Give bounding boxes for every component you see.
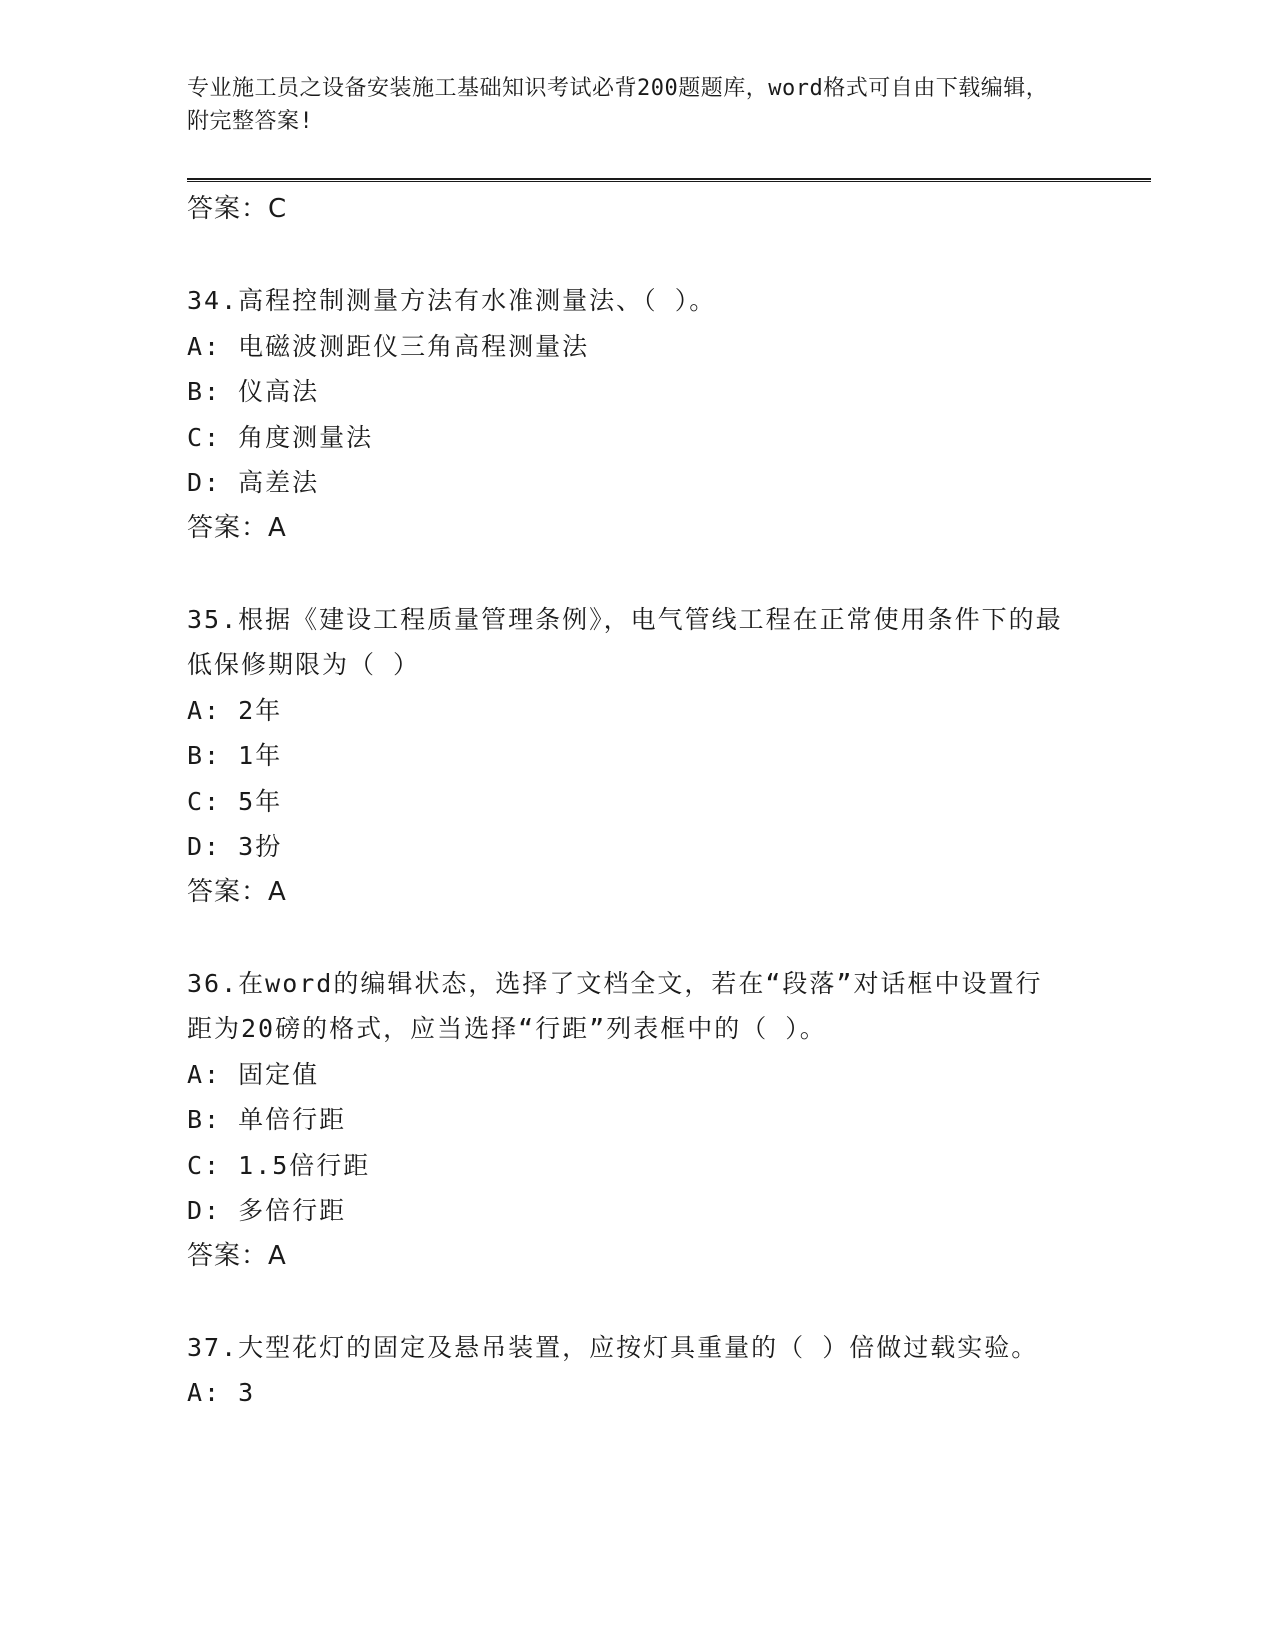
option-a: A: 固定值	[187, 1059, 320, 1089]
header-divider	[187, 178, 1151, 182]
question-text: 34.高程控制测量方法有水准测量法、（ ）。	[187, 286, 717, 315]
option-d: D: 多倍行距	[187, 1196, 347, 1225]
question-37	[187, 1325, 1087, 1416]
question-36	[187, 961, 1087, 1280]
option-a: A: 3	[187, 1378, 256, 1407]
option-c: C: 角度测量法	[187, 422, 374, 452]
spacer	[187, 1279, 1087, 1325]
option-c: C: 5年	[187, 786, 283, 816]
option-d: D: 高差法	[187, 468, 320, 497]
question-text: 36.在word的编辑状态，选择了文档全文，若在“段落”对话框中设置行距为20磅的格式，应当选择“行距”列表框中的（ ）。	[187, 968, 1043, 1043]
option-b: B: 1年	[187, 741, 283, 770]
option-d: D: 3扮	[187, 832, 283, 861]
spacer	[187, 915, 1087, 961]
option-a: A: 2年	[187, 695, 283, 725]
answer-label: 答案：A	[187, 1240, 287, 1271]
option-c: C: 1.5倍行距	[187, 1150, 371, 1180]
answer-label: 答案：C	[187, 194, 288, 224]
option-a: A: 电磁波测距仪三角高程测量法	[187, 331, 590, 361]
header-title: 专业施工员之设备安装施工基础知识考试必背200题题库，word格式可自由下载编辑，附完整答案!	[187, 76, 1049, 134]
question-text: 35.根据《建设工程质量管理条例》，电气管线工程在正常使用条件下的最低保修期限为（ ）	[187, 604, 1063, 679]
option-b: B: 单倍行距	[187, 1105, 347, 1134]
answer-label: 答案：A	[187, 512, 287, 543]
answer-label: 答案：A	[187, 876, 287, 907]
spacer	[187, 233, 1087, 279]
option-b: B: 仪高法	[187, 377, 320, 406]
question-34	[187, 278, 1087, 551]
question-35	[187, 597, 1087, 916]
document-body	[187, 187, 1087, 1416]
spacer	[187, 551, 1087, 597]
question-text: 37.大型花灯的固定及悬吊装置，应按灯具重量的（ ）倍做过载实验。	[187, 1332, 1039, 1362]
page-header	[187, 72, 1067, 138]
